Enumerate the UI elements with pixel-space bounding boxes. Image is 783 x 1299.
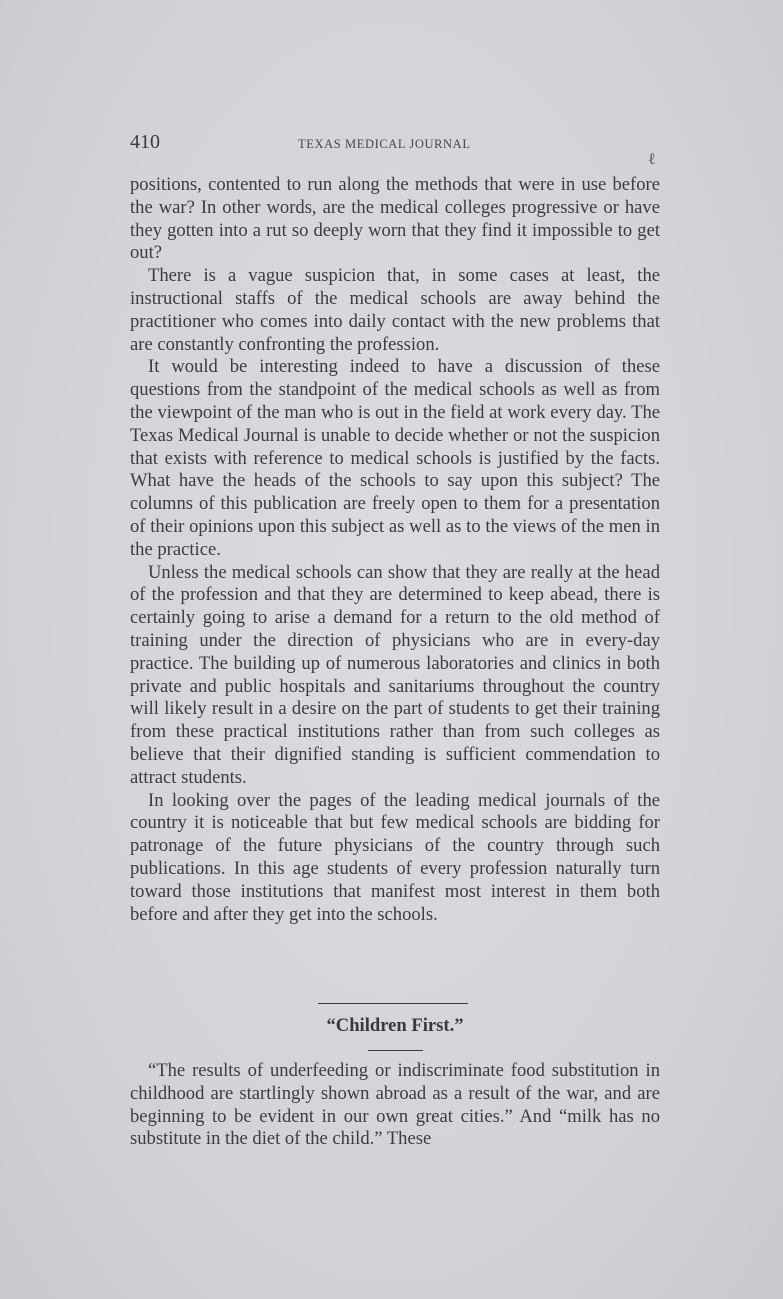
section-title: “Children First.” [326, 1015, 464, 1036]
running-head: TEXAS MEDICAL JOURNAL [298, 137, 471, 151]
body-paragraph: There is a vague suspicion that, in some cases at least, the instructional staffs of the medical schools are away behind the practitioner who comes into daily contact with the new problems that are constantly confronting the profession. [130, 265, 660, 355]
section-paragraph: “The results of underfeeding or indiscriminate food substitution in childhood are startlingly shown abroad as a result of the war, and are beginning to be evident in our own great cities.” And “milk has no substitute in the diet of the child.” These [130, 1060, 660, 1150]
section-body [130, 1060, 660, 1151]
body-paragraph: positions, contented to run along the methods that were in use before the war? In other words, are the medical colleges progressive or have they gotten into a rut so deeply worn that they find it impossible to get out? [130, 174, 660, 264]
body-paragraph: In looking over the pages of the leading medical journals of the country it is noticeable that but few medical schools are bidding for patronage of the future physicians of the country through such publications. In this age students of every profession naturally turn toward those institutions that manifest most interest in them both before and after they get into the schools. [130, 789, 660, 925]
section-divider-top [318, 1003, 468, 1004]
page-header [130, 131, 660, 155]
page-number: 410 [130, 131, 160, 153]
body-paragraph: It would be interesting indeed to have a discussion of these questions from the standpoint of the medical schools as well as from the viewpoint of the man who is out in the field at work every day. The Texas Medical Journal is unable to decide whether or not the suspicion that exists with reference to medical schools is justified by the facts. What have the heads of the schools to say upon this subject? The columns of this publication are freely open to them for a presentation of their opinions upon this subject as well as to the views of the men in the practice. [130, 356, 660, 560]
article-body [130, 174, 660, 926]
body-paragraph: Unless the medical schools can show that they are really at the head of the profession and that they are determined to keep abead, there is certainly going to arise a demand for a return to the old method of training under the direction of physicians who are in every-day practice. The building up of numerous laboratories and clinics in both private and public hospitals and sanitariums throughout the country will likely result in a desire on the part of students to get their training from these practical institutions rather than from such colleges as believe that their dignified standing is sufficient commendation to attract students. [130, 561, 660, 788]
margin-mark: ℓ [648, 151, 656, 168]
section-divider-bottom [368, 1050, 423, 1051]
